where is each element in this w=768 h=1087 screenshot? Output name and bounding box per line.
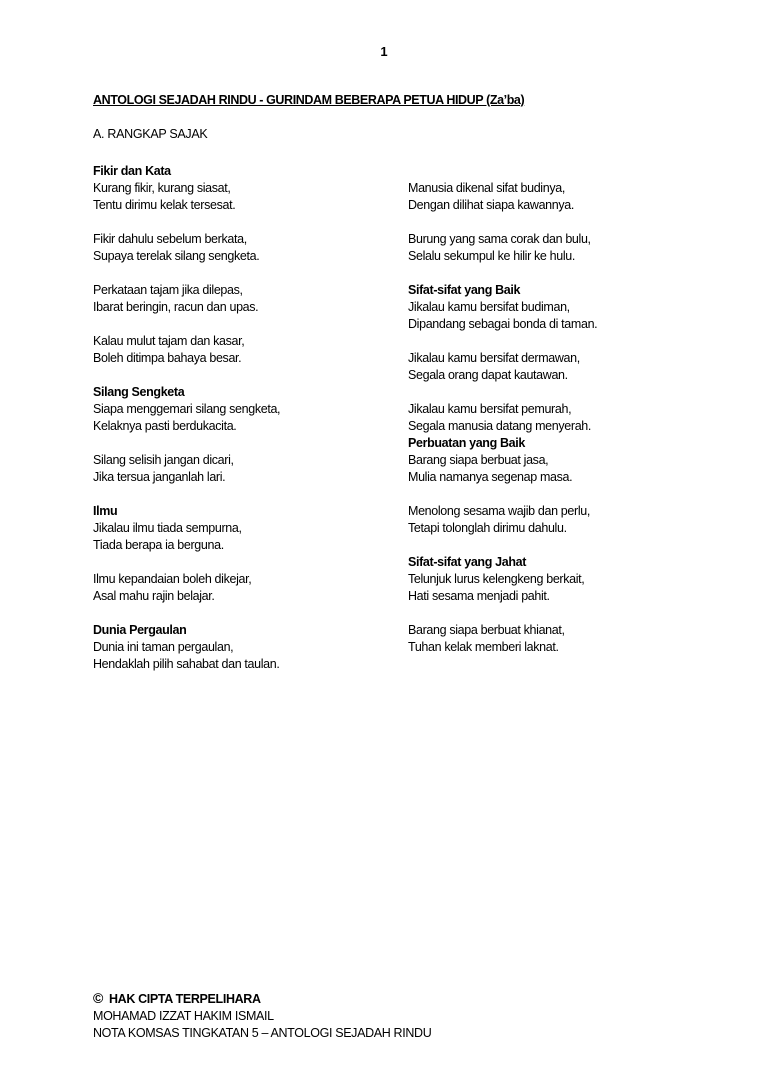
poem-line: Kalau mulut tajam dan kasar, [93, 334, 245, 348]
poem-line: Dunia ini taman pergaulan, [93, 640, 234, 654]
poem-line: Barang siapa berbuat jasa, [408, 453, 549, 467]
poem-line: Fikir dahulu sebelum berkata, [93, 232, 247, 246]
stanza-gap [93, 486, 393, 503]
poem-heading: Perbuatan yang Baik [408, 436, 526, 450]
poem-line: Manusia dikenal sifat budinya, [408, 181, 565, 195]
stanza-gap [93, 367, 393, 384]
poem-line: Barang siapa berbuat khianat, [408, 623, 565, 637]
stanza-gap [93, 554, 393, 571]
poem-line: Menolong sesama wajib dan perlu, [408, 504, 590, 518]
poem-line: Tetapi tolonglah dirimu dahulu. [408, 521, 567, 535]
stanza-gap [408, 384, 728, 401]
stanza-gap [408, 333, 728, 350]
stanza-gap [408, 214, 728, 231]
poem-line: Dengan dilihat siapa kawannya. [408, 198, 575, 212]
stanza-gap [408, 537, 728, 554]
copyright-line [93, 990, 431, 1008]
poem-line: Tiada berapa ia berguna. [93, 538, 224, 552]
stanza-gap [93, 605, 393, 622]
stanza-gap [408, 605, 728, 622]
poem-column-left [93, 163, 393, 673]
footer-note: NOTA KOMSAS TINGKATAN 5 – ANTOLOGI SEJADAH RINDU [93, 1026, 432, 1040]
poem-line: Asal mahu rajin belajar. [93, 589, 215, 603]
poem-line: Hendaklah pilih sahabat dan taulan. [93, 657, 280, 671]
poem-line: Silang selisih jangan dicari, [93, 453, 234, 467]
poem-line: Segala orang dapat kautawan. [408, 368, 568, 382]
poem-line: Jikalau kamu bersifat dermawan, [408, 351, 580, 365]
page-number: 1 [380, 44, 388, 59]
poem-column-right [408, 163, 728, 656]
poem-line: Tentu dirimu kelak tersesat. [93, 198, 236, 212]
poem-line: Jikalau ilmu tiada sempurna, [93, 521, 242, 535]
section-label: A. RANGKAP SAJAK [93, 127, 208, 141]
document-title: ANTOLOGI SEJADAH RINDU - GURINDAM BEBERAPA PETUA HIDUP (Za’ba) [93, 93, 525, 107]
copyright-symbol: © [93, 990, 103, 1006]
poem-heading: Fikir dan Kata [93, 164, 171, 178]
poem-line: Burung yang sama corak dan bulu, [408, 232, 591, 246]
poem-line: Hati sesama menjadi pahit. [408, 589, 550, 603]
poem-line: Dipandang sebagai bonda di taman. [408, 317, 598, 331]
stanza-gap [93, 214, 393, 231]
stanza-gap [408, 265, 728, 282]
copyright-text: HAK CIPTA TERPELIHARA [108, 992, 261, 1006]
poem-heading: Silang Sengketa [93, 385, 185, 399]
stanza-gap [408, 163, 728, 180]
poem-line: Kurang fikir, kurang siasat, [93, 181, 231, 195]
poem-line: Boleh ditimpa bahaya besar. [93, 351, 242, 365]
poem-line: Tuhan kelak memberi laknat. [408, 640, 559, 654]
poem-heading: Sifat-sifat yang Baik [408, 283, 521, 297]
poem-heading: Ilmu [93, 504, 118, 518]
poem-line: Kelaknya pasti berdukacita. [93, 419, 237, 433]
poem-line: Supaya terelak silang sengketa. [93, 249, 260, 263]
poem-line: Selalu sekumpul ke hilir ke hulu. [408, 249, 576, 263]
footer-author: MOHAMAD IZZAT HAKIM ISMAIL [93, 1009, 274, 1023]
poem-line: Telunjuk lurus kelengkeng berkait, [408, 572, 585, 586]
poem-heading: Dunia Pergaulan [93, 623, 187, 637]
stanza-gap [93, 265, 393, 282]
poem-line: Perkataan tajam jika dilepas, [93, 283, 243, 297]
stanza-gap [93, 435, 393, 452]
poem-line: Ibarat beringin, racun dan upas. [93, 300, 259, 314]
poem-line: Siapa menggemari silang sengketa, [93, 402, 281, 416]
footer [93, 990, 431, 1042]
poem-line: Jika tersua janganlah lari. [93, 470, 226, 484]
poem-line: Jikalau kamu bersifat pemurah, [408, 402, 572, 416]
poem-heading: Sifat-sifat yang Jahat [408, 555, 527, 569]
stanza-gap [93, 316, 393, 333]
poem-line: Ilmu kepandaian boleh dikejar, [93, 572, 252, 586]
poem-line: Jikalau kamu bersifat budiman, [408, 300, 570, 314]
poem-line: Mulia namanya segenap masa. [408, 470, 573, 484]
poem-line: Segala manusia datang menyerah. [408, 419, 592, 433]
stanza-gap [408, 486, 728, 503]
